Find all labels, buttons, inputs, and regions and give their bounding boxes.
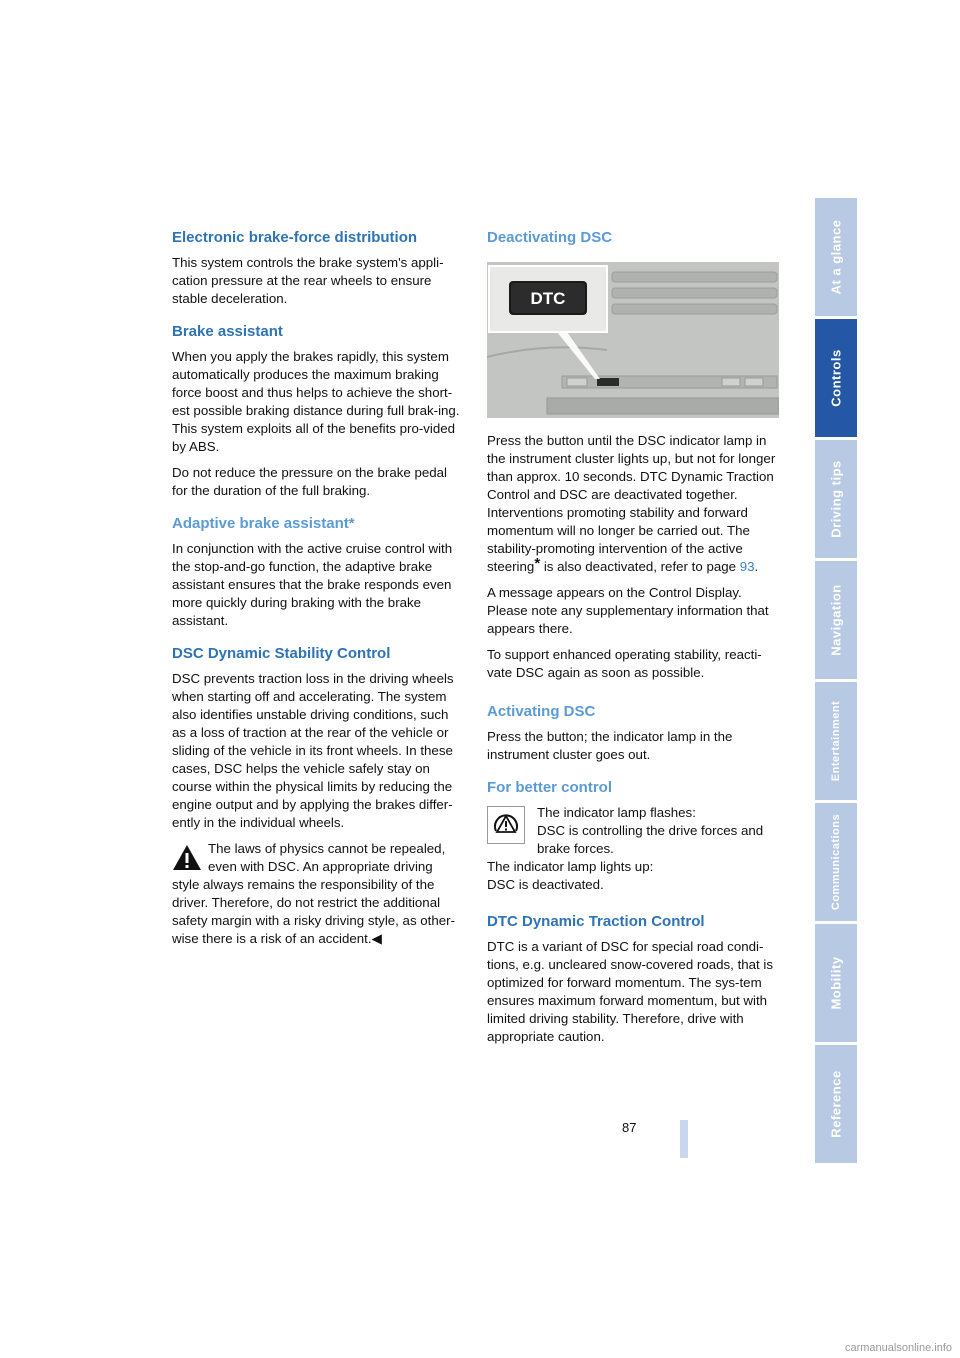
text-deactivating-1b: is also deactivated, refer to page	[540, 559, 740, 574]
heading-adaptive-brake-assistant: Adaptive brake assistant*	[172, 515, 355, 532]
dashboard-illustration	[487, 262, 779, 418]
section-better-control	[487, 778, 779, 894]
tab-at-a-glance[interactable]	[815, 198, 857, 316]
section-deactivating-dsc	[487, 228, 779, 682]
warning-rest: style always remains the responsibility of the driver. Therefore, do not restrict the additional safety margin with a risky driving style, as other-wise there is a risk of an accident.	[172, 877, 456, 946]
sidebar-tabs	[815, 198, 857, 1166]
heading-better-control: For better control	[487, 779, 613, 796]
option-star: *	[534, 555, 541, 572]
warning-note	[172, 840, 464, 948]
text-deactivating-2: A message appears on the Control Display. Please note any supplementary information that appears there.	[487, 585, 769, 636]
tab-mobility[interactable]	[815, 924, 857, 1042]
page-link[interactable]: 93	[739, 559, 755, 574]
left-column	[172, 228, 464, 962]
right-column	[487, 228, 779, 1060]
dtc-button-label: DTC	[530, 289, 566, 308]
tab-controls[interactable]	[815, 319, 857, 437]
page-number: 87	[622, 1120, 637, 1135]
tab-label: Reference	[828, 1070, 844, 1138]
text-brake-assistant-2: Do not reduce the pressure on the brake pedal for the duration of the full braking.	[172, 465, 447, 498]
dsc-indicator-icon	[487, 806, 525, 844]
indicator-note	[487, 804, 779, 858]
text-deactivating-1a: Press the button until the DSC indicator lamp in the instrument cluster lights up, but not for longer than approx. 10 seconds. DTC Dynamic Traction Control and DSC are deactivated together. Interventions promoting stability and forward momentum will no longer be carried out. The stability-promoting intervention of the active steering	[487, 433, 776, 574]
text-deactivating-1c: .	[754, 559, 759, 574]
warning-text	[172, 876, 464, 948]
dtc-button-photo	[487, 262, 779, 418]
tab-navigation[interactable]	[815, 561, 857, 679]
text-adaptive-brake-assistant: In conjunction with the active cruise control with the stop-and-go function, the adaptive brake assistant ensures that the brake responds even more quickly during braking with the brake assistant.	[172, 541, 453, 628]
section-dsc	[172, 644, 464, 948]
section-ebd	[172, 228, 464, 308]
text-brake-assistant-1: When you apply the brakes rapidly, this system automatically produces the maximum braking force boost and thus helps to achieve the short-est possible braking distance during full brak-ing. This system exploits all of the benefits pro-vided by ABS.	[172, 349, 460, 454]
heading-ebd: Electronic brake-force distribution	[172, 229, 418, 246]
heading-activating-dsc: Activating DSC	[487, 703, 596, 720]
section-dtc	[487, 912, 779, 1046]
heading-deactivating-dsc: Deactivating DSC	[487, 229, 613, 246]
text-dsc: DSC prevents traction loss in the driving wheels when starting off and accelerating. The system also identifies unstable driving conditions, such as a loss of traction at the rear of the vehicle or sliding of the vehicle in its front wheels. In these cases, DSC helps the vehicle safely stay on course within the physical limits by reducing the engine output and by applying the brakes differ-ently in the individual wheels.	[172, 671, 454, 830]
page-marker	[680, 1120, 688, 1158]
text-ebd: This system controls the brake system's appli-cation pressure at the rear wheels to ensure stable deceleration.	[172, 255, 444, 306]
text-deactivated: DSC is deactivated.	[487, 877, 604, 892]
text-controlling: DSC is controlling the drive forces and brake forces.	[537, 823, 764, 856]
heading-dtc: DTC Dynamic Traction Control	[487, 913, 705, 930]
heading-brake-assistant: Brake assistant	[172, 323, 283, 340]
text-dtc: DTC is a variant of DSC for special road condi-tions, e.g. uncleared snow-covered roads, that is optimized for forward momentum. The sys-tem ensures maximum forward momentum, but with limited driving stability. Therefore, drive with appropriate caution.	[487, 939, 774, 1044]
heading-dsc: DSC Dynamic Stability Control	[172, 645, 391, 662]
tab-reference[interactable]	[815, 1045, 857, 1163]
tab-label: Mobility	[828, 956, 844, 1010]
tab-label: Communications	[830, 813, 842, 911]
tab-label: Navigation	[828, 584, 844, 656]
text-flashes: The indicator lamp flashes:	[537, 805, 696, 820]
text-deactivating-3: To support enhanced operating stability, reacti-vate DSC again as soon as possible.	[487, 647, 762, 680]
text-activating: Press the button; the indicator lamp in the instrument cluster goes out.	[487, 729, 733, 762]
warning-lead: The laws of physics cannot be repealed, even with DSC. An appropriate driving	[208, 841, 446, 874]
text-lights-up: The indicator lamp lights up:	[487, 859, 654, 874]
text-deactivating-1	[487, 432, 779, 576]
footer-watermark: carmanualsonline.info	[844, 1342, 952, 1354]
tab-entertainment[interactable]	[815, 682, 857, 800]
tab-label: Driving tips	[828, 460, 844, 538]
end-mark: ◀	[371, 931, 382, 946]
tab-label: Entertainment	[830, 700, 842, 782]
section-brake-assistant	[172, 322, 464, 500]
section-adaptive-brake-assistant	[172, 514, 464, 630]
tab-driving-tips[interactable]	[815, 440, 857, 558]
tab-label: Controls	[828, 349, 844, 407]
tab-label: At a glance	[828, 219, 844, 295]
warning-icon	[172, 844, 202, 871]
tab-communications[interactable]	[815, 803, 857, 921]
section-activating-dsc	[487, 702, 779, 764]
